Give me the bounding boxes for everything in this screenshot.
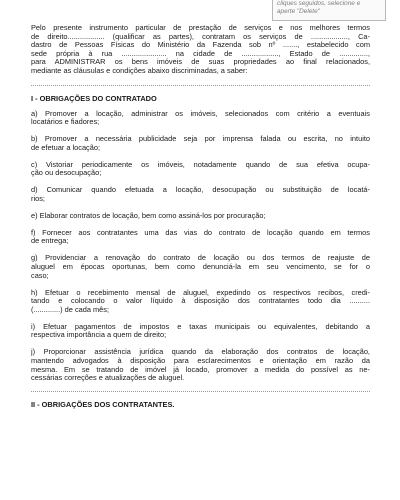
- clause-line: ção ou desocupação;: [31, 168, 102, 178]
- clause-line: respectiva importância a quem de direito;: [31, 330, 167, 340]
- clause-line: de efetuar a locação;: [31, 142, 101, 152]
- instruction-note-line: aperte "Delete": [277, 8, 320, 15]
- intro-line: dastro de Pessoas Físicas do Ministério da Fazenda sob nº ......., estabelecido com: [31, 40, 370, 50]
- clause-line: tando e colocando o valor líquido à disposição dos contratantes todo dia ..........: [31, 296, 370, 306]
- intro-paragraph: [31, 24, 370, 76]
- clause-f: [31, 229, 370, 246]
- clause-line: caso;: [31, 270, 49, 280]
- clause-line: a) Promover a locação, administrar os imóveis, selecionados com critério a eventuais: [31, 108, 370, 118]
- intro-line: Pelo presente instrumento particular de prestação de serviços e nos melhores termos: [31, 23, 370, 32]
- contract-document: [31, 24, 370, 416]
- intro-line: para ADMINISTRAR os bens imóveis de suas propriedades ao final relacionados,: [31, 57, 370, 67]
- clause-line: h) Efetuar o recebimento mensal de aluguel, expedindo os respectivos recibos, credi-: [31, 287, 370, 297]
- clause-line: g) Providenciar a renovação do contrato de locação ou dos termos de reajuste de: [31, 253, 370, 263]
- clause-line: c) Vistoriar periodicamente os imóveis, notadamente quando de sua efetiva ocupa-: [31, 159, 370, 169]
- clause-line: j) Proporcionar assistência jurídica quando da elaboração dos contratos de locação,: [31, 347, 370, 357]
- clause-e: [31, 212, 370, 221]
- clause-line: e) Elaborar contratos de locação, bem como assiná-los por procuração;: [31, 210, 266, 220]
- instruction-note-line: cliques seguidos, selecione e: [277, 0, 361, 7]
- clause-b: [31, 135, 370, 152]
- clause-line: d) Comunicar quando efetuada a locação, desocupação ou substituição de locatá-: [31, 185, 370, 195]
- clause-line: mesma. Em se tratando de imóvel já locado, promover a medida do possível as ne-: [31, 364, 370, 374]
- clause-line: aluguel em épocas oportunas, bem como denunciá-la em seu vencimento, se for o: [31, 262, 370, 272]
- section-heading: II - OBRIGAÇÕES DOS CONTRATANTES.: [31, 400, 175, 410]
- clause-line: (.............) de cada mês;: [31, 304, 110, 314]
- clause-i: [31, 323, 370, 340]
- clause-g: [31, 254, 370, 280]
- clause-line: rios;: [31, 193, 45, 203]
- clause-a: [31, 110, 370, 127]
- clause-line: f) Fornecer aos contratantes uma das vias do contrato de locação quando em termos: [31, 227, 370, 237]
- clause-line: de entrega;: [31, 236, 69, 246]
- section-heading: I - OBRIGAÇÕES DO CONTRATADO: [31, 93, 157, 103]
- intro-line: de direito.................. (qualificar as partes), contratam os serviços de .................., Ca-: [31, 31, 370, 41]
- clause-line: b) Promover a necessária publicidade seja por imprensa falada ou escrita, no intuito: [31, 134, 370, 144]
- clause-h: [31, 289, 370, 315]
- section-divider: [31, 391, 370, 392]
- clause-j: [31, 348, 370, 382]
- section-divider: [31, 85, 370, 86]
- intro-line: mediante as cláusulas e condições abaixo discriminadas, a saber:: [31, 65, 248, 75]
- clause-line: cessárias correções e atualizações de aluguel.: [31, 373, 185, 383]
- intro-line: sede própria à rua ...................... na cidade de .................., Estado de ..............,: [31, 48, 370, 58]
- clause-c: [31, 161, 370, 178]
- clause-line: locatários e fiadores;: [31, 117, 100, 127]
- instruction-note: [272, 0, 386, 21]
- clause-line: mantendo advogados à disposição para esclarecimentos e orientação em razão da: [31, 355, 370, 365]
- clause-line: i) Efetuar pagamentos de impostos e taxas municipais ou equivalentes, debitando a: [31, 321, 370, 331]
- clause-d: [31, 186, 370, 203]
